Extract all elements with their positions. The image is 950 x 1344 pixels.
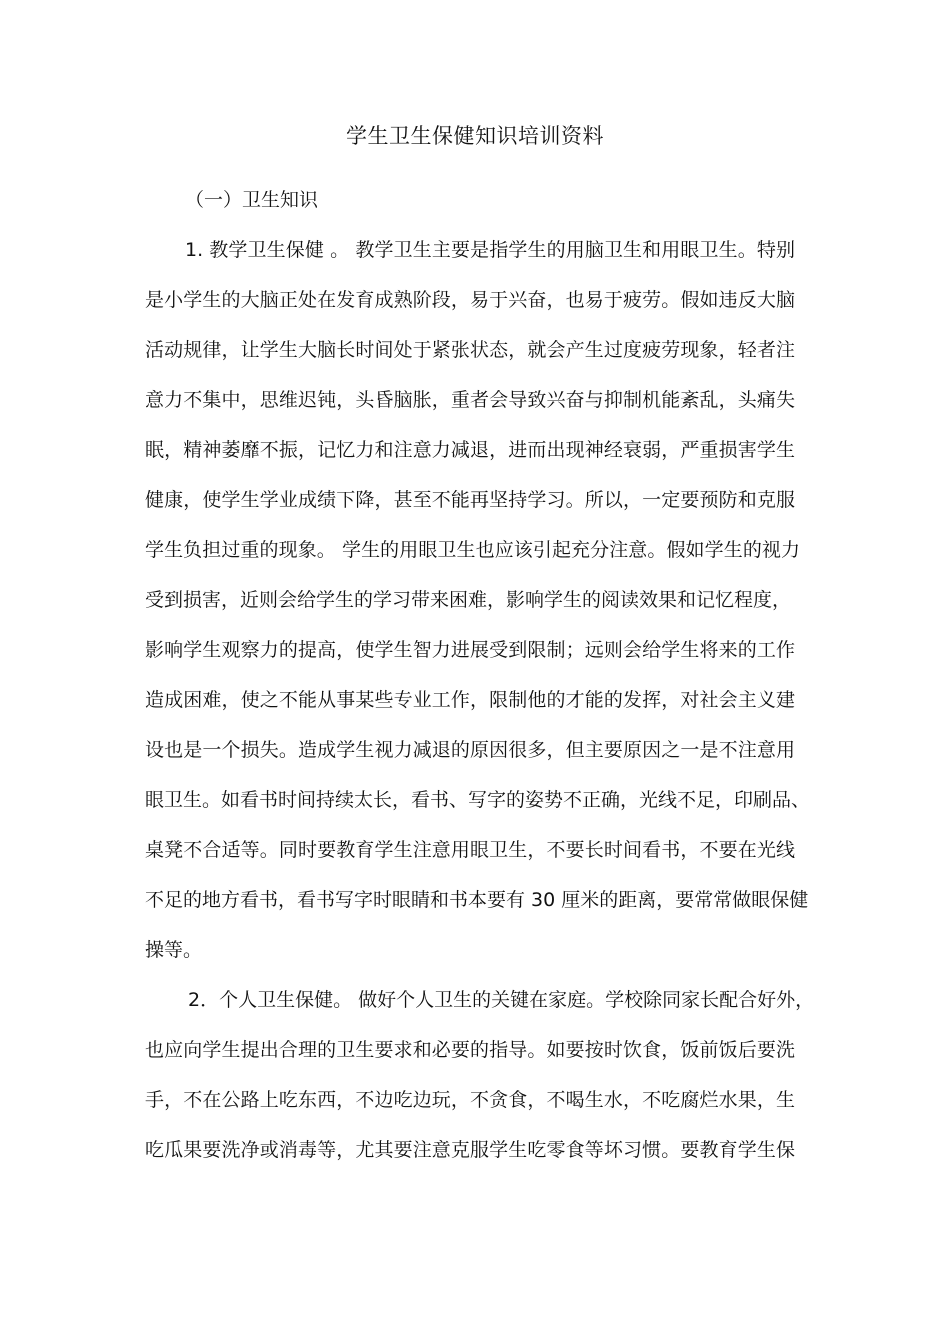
paragraph-2-line-3: 手，不在公路上吃东西，不边吃边玩，不贪食，不喝生水，不吃腐烂水果，生: [145, 1089, 795, 1111]
document-title: 学生卫生保健知识培训资料: [346, 124, 604, 148]
paragraph-1-line-4: 意力不集中，思维迟钝，头昏脑胀，重者会导致兴奋与抑制机能紊乱，头痛失: [145, 389, 795, 411]
paragraph-1-line-12: 眼卫生。如看书时间持续太长，看书、写字的姿势不正确，光线不足，印刷品、: [145, 789, 811, 811]
paragraph-1-line-11: 设也是一个损失。造成学生视力减退的原因很多，但主要原因之一是不注意用: [145, 739, 795, 761]
paragraph-1-line-10: 造成困难，使之不能从事某些专业工作，限制他的才能的发挥，对社会主义建: [145, 689, 795, 711]
paragraph-1-line-14: 不足的地方看书，看书写字时眼睛和书本要有 30 厘米的距离，要常常做眼保健: [145, 889, 809, 911]
paragraph-1-line-13: 桌凳不合适等。同时要教育学生注意用眼卫生，不要长时间看书，不要在光线: [145, 839, 795, 861]
paragraph-2-line-2: 也应向学生提出合理的卫生要求和必要的指导。如要按时饮食，饭前饭后要洗: [145, 1039, 795, 1061]
section-heading: （一）卫生知识: [185, 189, 319, 211]
paragraph-1-line-5: 眠，精神萎靡不振，记忆力和注意力减退，进而出现神经衰弱，严重损害学生: [145, 439, 795, 461]
paragraph-1-line-1: 1. 教学卫生保健 。 教学卫生主要是指学生的用脑卫生和用眼卫生。特别: [185, 239, 795, 261]
paragraph-1-line-8: 受到损害，近则会给学生的学习带来困难，影响学生的阅读效果和记忆程度，: [145, 589, 792, 611]
paragraph-1-line-3: 活动规律，让学生大脑长时间处于紧张状态，就会产生过度疲劳现象，轻者注: [145, 339, 795, 361]
paragraph-1-line-7: 学生负担过重的现象。 学生的用眼卫生也应该引起充分注意。假如学生的视力: [145, 539, 800, 561]
paragraph-1-line-15: 操等。: [145, 939, 203, 961]
paragraph-1-line-9: 影响学生观察力的提高，使学生智力进展受到限制；远则会给学生将来的工作: [145, 639, 795, 661]
paragraph-1-line-6: 健康，使学生学业成绩下降，甚至不能再坚持学习。所以，一定要预防和克服: [145, 489, 795, 511]
paragraph-1-line-2: 是小学生的大脑正处在发育成熟阶段，易于兴奋，也易于疲劳。假如违反大脑: [145, 289, 795, 311]
paragraph-2-line-1: 2．个人卫生保健。 做好个人卫生的关键在家庭。学校除同家长配合好外，: [188, 989, 815, 1011]
paragraph-2-line-4: 吃瓜果要洗净或消毒等，尤其要注意克服学生吃零食等坏习惯。要教育学生保: [145, 1139, 795, 1161]
